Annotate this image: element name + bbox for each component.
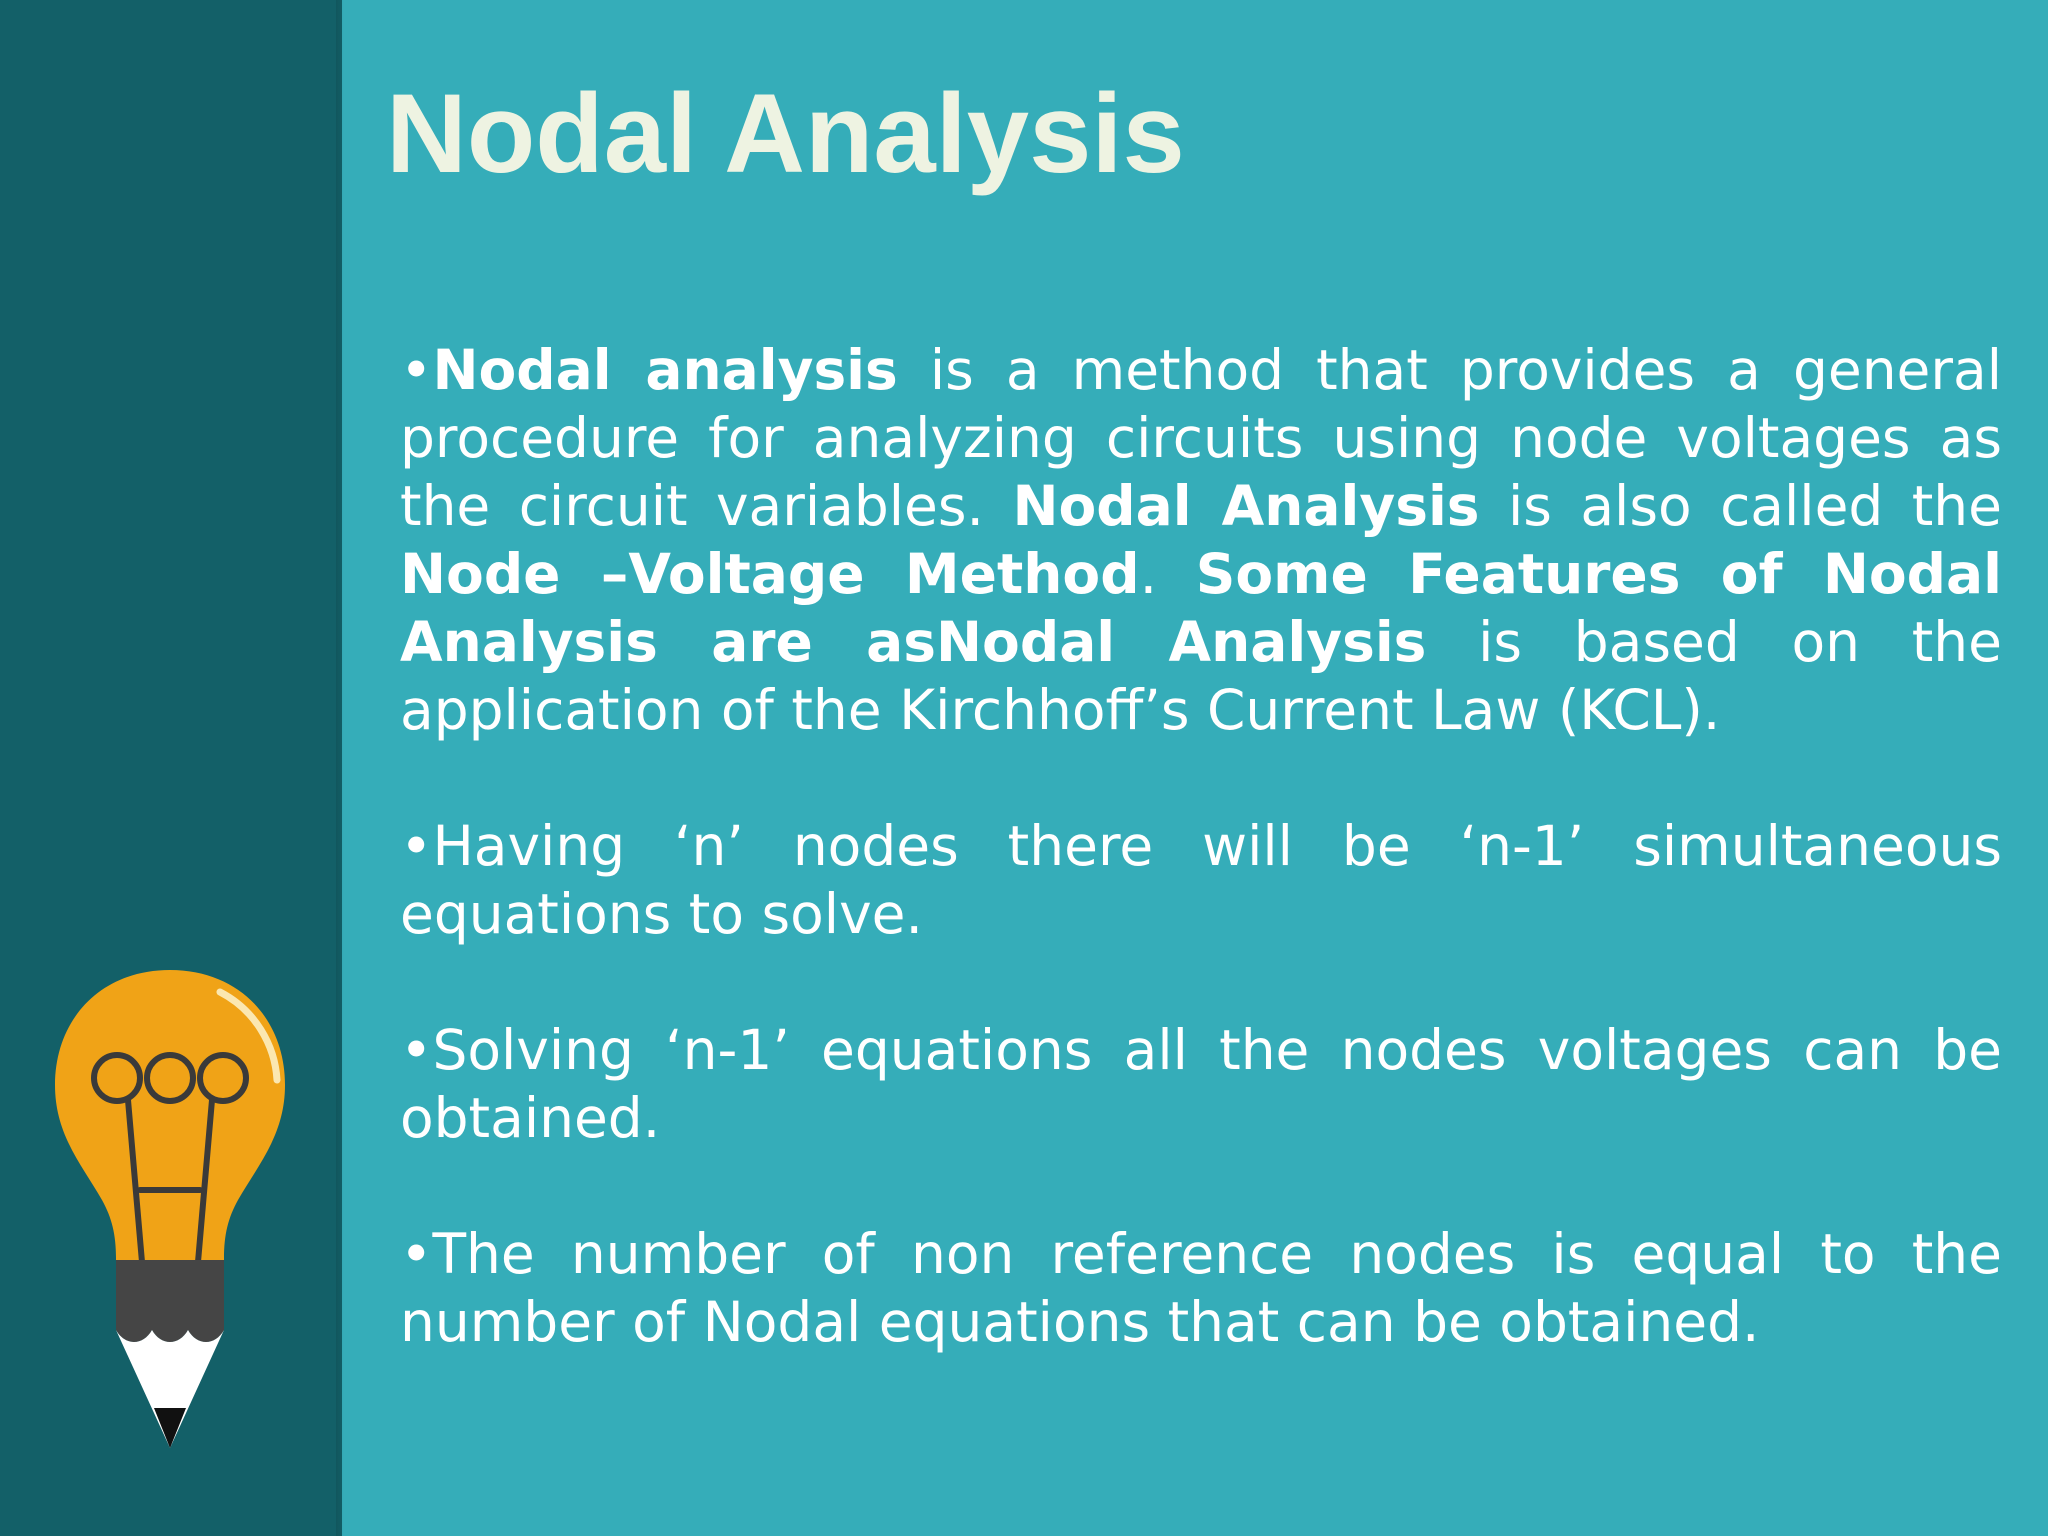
pencil-body — [116, 1260, 224, 1342]
bold-text: Some Features of Nodal Analysis are asNodal Analysis — [400, 542, 2002, 674]
slide-body — [400, 336, 2002, 1356]
bullet-paragraph — [400, 336, 2002, 744]
slide-title: Nodal Analysis — [386, 71, 1185, 196]
bold-text: Nodal analysis — [432, 338, 898, 402]
body-text: is a method that provides a general procedure for analyzing circuits using node voltages as the circuit variables. — [400, 338, 2002, 538]
lightbulb-pencil-icon — [40, 960, 300, 1480]
bold-text: Nodal Analysis — [1012, 474, 1480, 538]
pencil-lead — [154, 1408, 186, 1448]
bullet-paragraph — [400, 1016, 2002, 1152]
body-text: is also called the — [1479, 474, 2003, 538]
body-text: • — [400, 338, 433, 402]
body-text: is based on the application of the Kirchhoff’s Current Law (KCL). — [400, 610, 2002, 742]
body-text: . — [1139, 542, 1196, 606]
bullet-paragraph — [400, 1220, 2002, 1356]
bullet-paragraph — [400, 812, 2002, 948]
bold-text: Node –Voltage Method — [400, 542, 1140, 606]
body-text: •The number of non reference nodes is equal to the number of Nodal equations that can be obtained. — [400, 1222, 2002, 1354]
body-text: •Solving ‘n-1’ equations all the nodes voltages can be obtained. — [400, 1018, 2002, 1150]
body-text: •Having ‘n’ nodes there will be ‘n-1’ simultaneous equations to solve. — [400, 814, 2002, 946]
